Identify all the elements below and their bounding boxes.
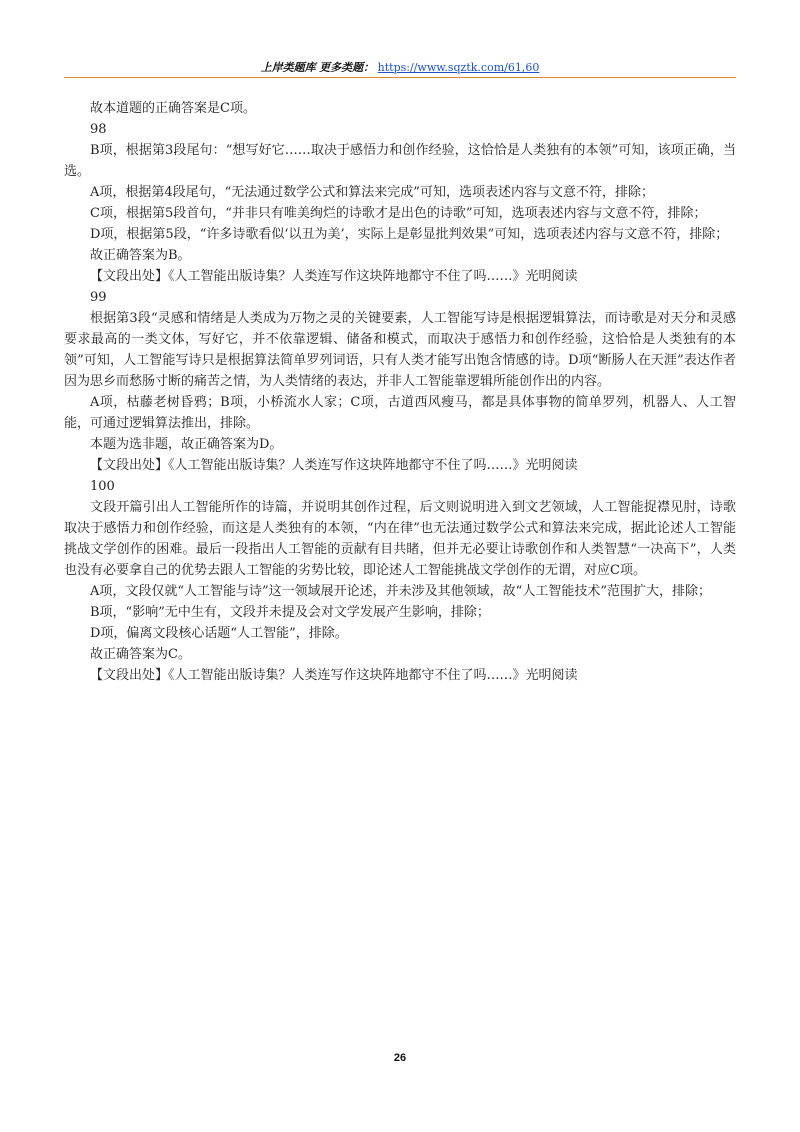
- document-body: [64, 98, 736, 686]
- paragraph: B项，“影响”无中生有，文段并未提及会对文学发展产生影响，排除；: [90, 605, 490, 620]
- question-number: 98: [90, 122, 107, 137]
- source-citation: 【文段出处】《人工智能出版诗集？人类连写作这块阵地都守不住了吗……》光明阅读: [90, 668, 578, 683]
- source-citation: 【文段出处】《人工智能出版诗集？人类连写作这块阵地都守不住了吗……》光明阅读: [90, 269, 578, 284]
- paragraph: A项，文段仅就“人工智能与诗”这一领域展开论述，并未涉及其他领域，故“人工智能技术”范围扩大，排除；: [90, 584, 711, 599]
- header-link[interactable]: https://www.sqztk.com/61,60: [377, 61, 540, 74]
- paragraph: B项，根据第3段尾句：“想写好它……取决于感悟力和创作经验，这恰恰是人类独有的本领”可知，该项正确，当选。: [64, 143, 736, 179]
- paragraph: 根据第3段“灵感和情绪是人类成为万物之灵的关键要素，人工智能写诗是根据逻辑算法，而诗歌是对天分和灵感要求最高的一类文体，写好它，并不依靠逻辑、储备和模式，而取决于感悟力和创作经验，这恰恰是人类独有的本领”可知，人工智能写诗只是根据算法简单罗列词语，只有人类才能写出饱含情感的诗。D项“断肠人在天涯”表达作者因为思乡而愁肠寸断的痛苦之情，为人类情绪的表达，并非人工智能靠逻辑所能创作出的内容。: [64, 311, 736, 389]
- paragraph: A项，根据第4段尾句，“无法通过数学公式和算法来完成”可知，选项表述内容与文意不符，排除；: [90, 185, 654, 200]
- header-more-label: 更多类题：: [319, 61, 375, 74]
- paragraph: 本题为选非题，故正确答案为D。: [90, 437, 283, 452]
- paragraph: 文段开篇引出人工智能所作的诗篇，并说明其创作过程，后文则说明进入到文艺领域，人工智能捉襟见肘，诗歌取决于感悟力和创作经验，而这是人类独有的本领，“内在律”也无法通过数学公式和算法来完成，据此论述人工智能挑战文学创作的困难。最后一段指出人工智能的贡献有目共睹，但并无必要让诗歌创作和人类智慧“一决高下”，人类也没有必要拿自己的优势去跟人工智能的劣势比较，即论述人工智能挑战文学创作的无谓，对应C项。: [64, 500, 736, 578]
- paragraph: D项，偏离文段核心话题“人工智能”，排除。: [90, 626, 348, 641]
- page-number: 26: [393, 1052, 407, 1064]
- paragraph: 故本道题的正确答案是C项。: [90, 101, 256, 116]
- paragraph: C项，根据第5段首句，“并非只有唯美绚烂的诗歌才是出色的诗歌”可知，选项表述内容与文意不符，排除；: [90, 206, 707, 221]
- paragraph: 故正确答案为C。: [90, 647, 191, 662]
- header-brand: 上岸类题库: [260, 61, 316, 74]
- source-citation: 【文段出处】《人工智能出版诗集？人类连写作这块阵地都守不住了吗……》光明阅读: [90, 458, 578, 473]
- question-number: 99: [90, 290, 107, 305]
- question-number: 100: [90, 479, 115, 494]
- paragraph: A项，枯藤老树昏鸦；B项，小桥流水人家；C项，古道西风瘦马，都是具体事物的简单罗列，机器人、人工智能，可通过逻辑算法推出，排除。: [64, 395, 736, 431]
- header-divider: [64, 77, 736, 78]
- page-header: [64, 61, 736, 75]
- paragraph: 故正确答案为B。: [90, 248, 191, 263]
- paragraph: D项，根据第5段，“许多诗歌看似‘以丑为美’，实际上是彰显批判效果”可知，选项表述内容与文意不符，排除；: [90, 227, 729, 242]
